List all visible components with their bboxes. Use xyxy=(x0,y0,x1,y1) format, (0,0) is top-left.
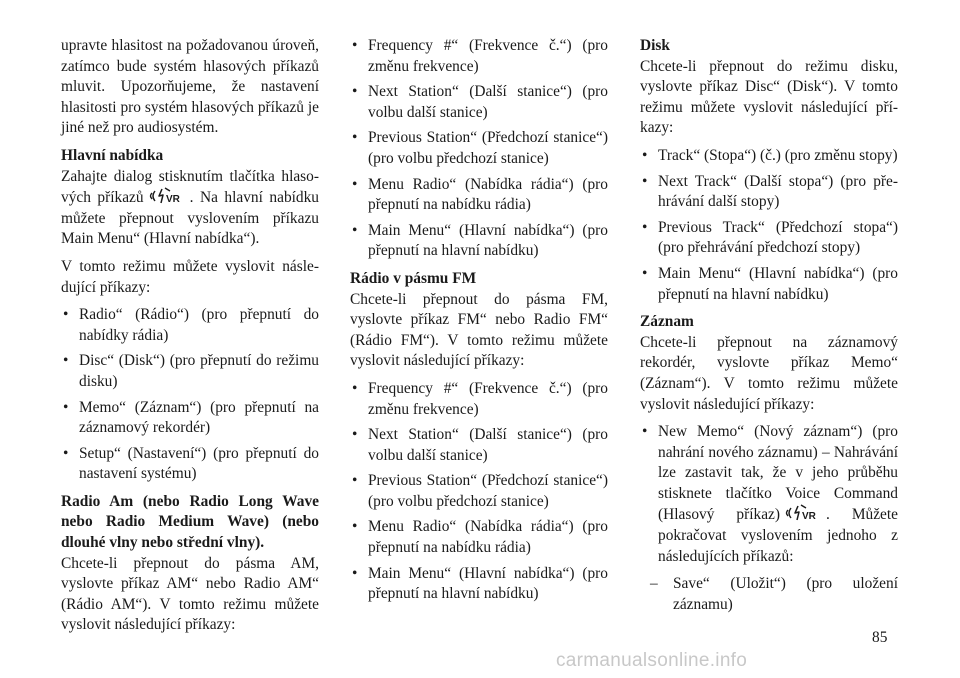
column-left xyxy=(61,36,319,643)
voice-command-icon xyxy=(784,504,822,522)
list-item: • Frequency #“ (Frekvence č.“) (pro změnu frekvence) xyxy=(350,379,608,420)
list-item: • Disc“ (Disk“) (pro přepnutí do režimu disku) xyxy=(61,351,319,392)
intro-paragraph: upravte hlasitost na požadovanou úroveň, zatímco bude systém hlasových příkazů mluvit. Upozorňujeme, že nastavení hlasitosti pro systém hlasových příkazů je jiné než pro audiosystém. xyxy=(61,37,319,137)
list-item: • Track“ (Stopa“) (č.) (pro změnu stopy) xyxy=(640,146,898,167)
zaznam-list xyxy=(640,422,898,567)
list-item: • Previous Track“ (Předchozí stopa“) (pro přehrávání předchozí stopy) xyxy=(640,218,898,259)
radio-am-paragraph: Chcete-li přepnout do pásma AM, vyslovte příkaz AM“ nebo Radio AM“ (Rádio AM“). V tomto režimu můžete vyslovit následující příkazy: xyxy=(61,554,319,634)
list-item: • Previous Station“ (Předchozí stanice“) (pro volbu předchozí stanice) xyxy=(350,128,608,169)
list-item: • Next Station“ (Další stanice“) (pro volbu další stanice) xyxy=(350,82,608,123)
main-menu-text-after: . Na hlavní nabídku můžete přepnout vyslovením příkazu Main Menu“ (Hlavní nabídka“). xyxy=(61,189,319,248)
list-item: • Main Menu“ (Hlavní nabídka“) (pro přepnutí na hlavní nabídku) xyxy=(350,221,608,262)
radio-fm-list xyxy=(350,379,608,605)
list-item: • Next Station“ (Další stanice“) (pro volbu další stanice) xyxy=(350,425,608,466)
list-item: – Save“ (Uložit“) (pro uložení záznamu) xyxy=(640,574,898,615)
heading-disk: Disk xyxy=(640,37,670,54)
zaznam-sub-list xyxy=(640,574,898,615)
main-menu-text-before: Zahajte dialog stisknutím tlačítka hlasových příkazů xyxy=(61,167,319,207)
list-item: • Setup“ (Nastavení“) (pro přepnutí do nastavení systému) xyxy=(61,444,319,485)
list-item: • Radio“ (Rádio“) (pro přepnutí do nabídky rádia) xyxy=(61,305,319,346)
new-memo-text-before: New Memo“ (Nový záznam“) (pro nahrání nového záznamu) – Nahrávání lze zastavit tak, že v jeho průběhu stisknete tlačítko Voice Command (Hlasový příkaz) xyxy=(658,423,898,524)
new-memo-text-after: . Můžete pokračovat vyslovením jednoho z následujících příkazů: xyxy=(658,506,898,565)
heading-radio-fm: Rádio v pásmu FM xyxy=(350,269,477,287)
heading-radio-am: Radio Am (nebo Radio Long Wave nebo Radio Medium Wave) (nebo dlouhé vlny nebo střední vlny). xyxy=(61,492,319,552)
list-item: • Previous Station“ (Předchozí stanice“) (pro volbu předchozí stanice) xyxy=(350,471,608,512)
disk-paragraph: Chcete-li přepnout do režimu disku, vyslovte příkaz Disc“ (Disk“). V tomto režimu můžete vyslovit následující příkazy: xyxy=(640,57,898,137)
zaznam-paragraph: Chcete-li přepnout na záznamový rekordér, vyslovte příkaz Memo“ (Záznam“). V tomto režimu můžete vyslovit následující příkazy: xyxy=(640,333,898,413)
heading-main-menu: Hlavní nabídka xyxy=(61,146,164,164)
list-item: • Main Menu“ (Hlavní nabídka“) (pro přepnutí na hlavní nabídku) xyxy=(350,564,608,605)
list-item: • Frequency #“ (Frekvence č.“) (pro změnu frekvence) xyxy=(350,36,608,77)
radio-am-list xyxy=(350,36,608,262)
list-item: • Memo“ (Záznam“) (pro přepnutí na záznamový rekordér) xyxy=(61,398,319,439)
column-right xyxy=(640,36,898,622)
main-menu-commands-intro: V tomto režimu můžete vyslovit následující příkazy: xyxy=(61,257,319,296)
list-item: • Menu Radio“ (Nabídka rádia“) (pro přepnutí na nabídku rádia) xyxy=(350,175,608,216)
voice-command-icon xyxy=(148,187,186,205)
watermark: carmanualsonline.info xyxy=(556,650,748,671)
heading-zaznam: Záznam xyxy=(640,313,694,331)
page-number: 85 xyxy=(872,629,888,646)
radio-fm-paragraph: Chcete-li přepnout do pásma FM, vyslovte příkaz FM“ nebo Radio FM“ (Rádio FM“). V tomto režimu můžete vyslovit následující příkazy: xyxy=(350,290,608,370)
list-item: • Next Track“ (Další stopa“) (pro přehrávání další stopy) xyxy=(640,172,898,213)
list-item: • Main Menu“ (Hlavní nabídka“) (pro přepnutí na hlavní nabídku) xyxy=(640,264,898,305)
list-item: • Menu Radio“ (Nabídka rádia“) (pro přepnutí na nabídku rádia) xyxy=(350,517,608,558)
disk-list xyxy=(640,146,898,305)
column-middle xyxy=(350,36,608,612)
main-menu-paragraph xyxy=(61,167,319,250)
list-item xyxy=(640,422,898,567)
main-menu-list xyxy=(61,305,319,485)
